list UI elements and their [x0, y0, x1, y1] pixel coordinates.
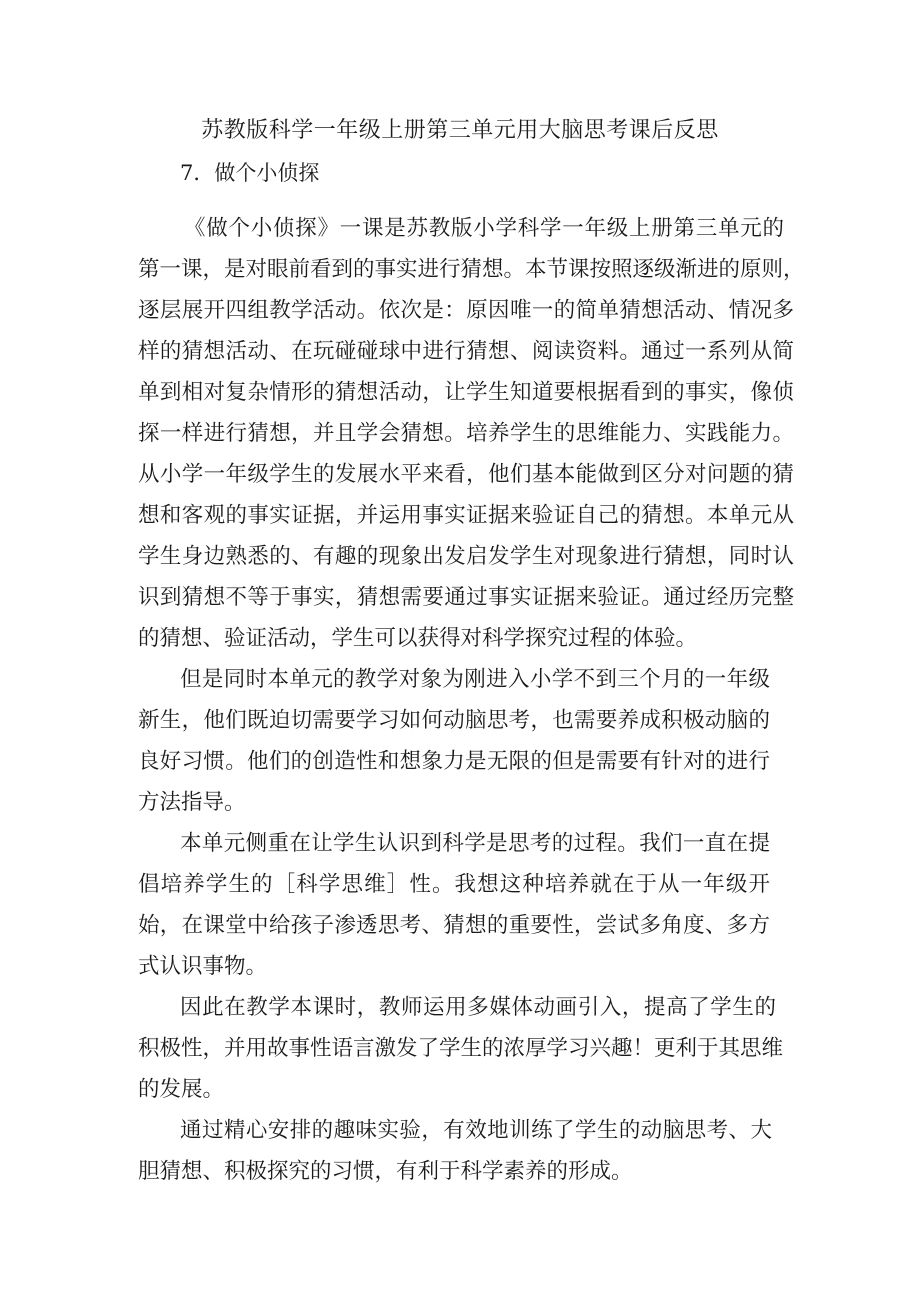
paragraph-4-line: 积极性，并用故事性语言激发了学生的浓厚学习兴趣！更利于其思维 [138, 1036, 784, 1061]
paragraph-3-line: 始，在课堂中给孩子渗透思考、猜想的重要性，尝试多角度、多方 [138, 913, 770, 938]
paragraph-1-line: 想和客观的事实证据，并运用事实证据来验证自己的猜想。本单元从 [138, 503, 794, 528]
paragraph-4-line: 的发展。 [138, 1077, 225, 1102]
paragraph-1-line: 第一课，是对眼前看到的事实进行猜想。本节课按照逐级渐进的原则， [138, 257, 805, 282]
paragraph-1-line: 学生身边熟悉的、有趣的现象出发启发学生对现象进行猜想，同时认 [138, 544, 794, 569]
paragraph-5-line: 通过精心安排的趣味实验，有效地训练了学生的动脑思考、大 [180, 1118, 772, 1143]
paragraph-1-line: 的猜想、验证活动，学生可以获得对科学探究过程的体验。 [138, 626, 698, 651]
paragraph-1-line: 逐层展开四组教学活动。依次是：原因唯一的简单猜想活动、情况多 [138, 298, 794, 323]
paragraph-2-line: 但是同时本单元的教学对象为刚进入小学不到三个月的一年级 [180, 667, 770, 692]
paragraph-1-line: 从小学一年级学生的发展水平来看，他们基本能做到区分对问题的猜 [138, 462, 794, 487]
paragraph-4-line: 因此在教学本课时，教师运用多媒体动画引入，提高了学生的 [180, 995, 776, 1020]
paragraph-1-line: 《做个小侦探》一课是苏教版小学科学一年级上册第三单元的 [184, 216, 784, 241]
paragraph-2-line: 良好习惯。他们的创造性和想象力是无限的但是需要有针对的进行 [138, 749, 770, 774]
paragraph-3-line: 倡培养学生的［科学思维］性。我想这种培养就在于从一年级开 [138, 872, 770, 897]
paragraph-1-line: 识到猜想不等于事实，猜想需要通过事实证据来验证。通过经历完整 [138, 585, 794, 610]
paragraph-3-line: 式认识事物。 [138, 954, 268, 979]
paragraph-2-line: 新生，他们既迫切需要学习如何动脑思考，也需要养成积极动脑的 [138, 708, 770, 733]
paragraph-3-line: 本单元侧重在让学生认识到科学是思考的过程。我们一直在提 [180, 831, 770, 856]
paragraph-1-line: 单到相对复杂情形的猜想活动，让学生知道要根据看到的事实，像侦 [138, 380, 794, 405]
section-heading: 7．做个小侦探 [180, 161, 320, 185]
paragraph-2-line: 方法指导。 [138, 790, 246, 815]
paragraph-5-line: 胆猜想、积极探究的习惯，有利于科学素养的形成。 [138, 1159, 633, 1184]
document-title: 苏教版科学一年级上册第三单元用大脑思考课后反思 [201, 118, 719, 143]
paragraph-1-line: 样的猜想活动、在玩碰碰球中进行猜想、阅读资料。通过一系列从简 [138, 339, 794, 364]
paragraph-1-line: 探一样进行猜想，并且学会猜想。培养学生的思维能力、实践能力。 [138, 421, 794, 446]
